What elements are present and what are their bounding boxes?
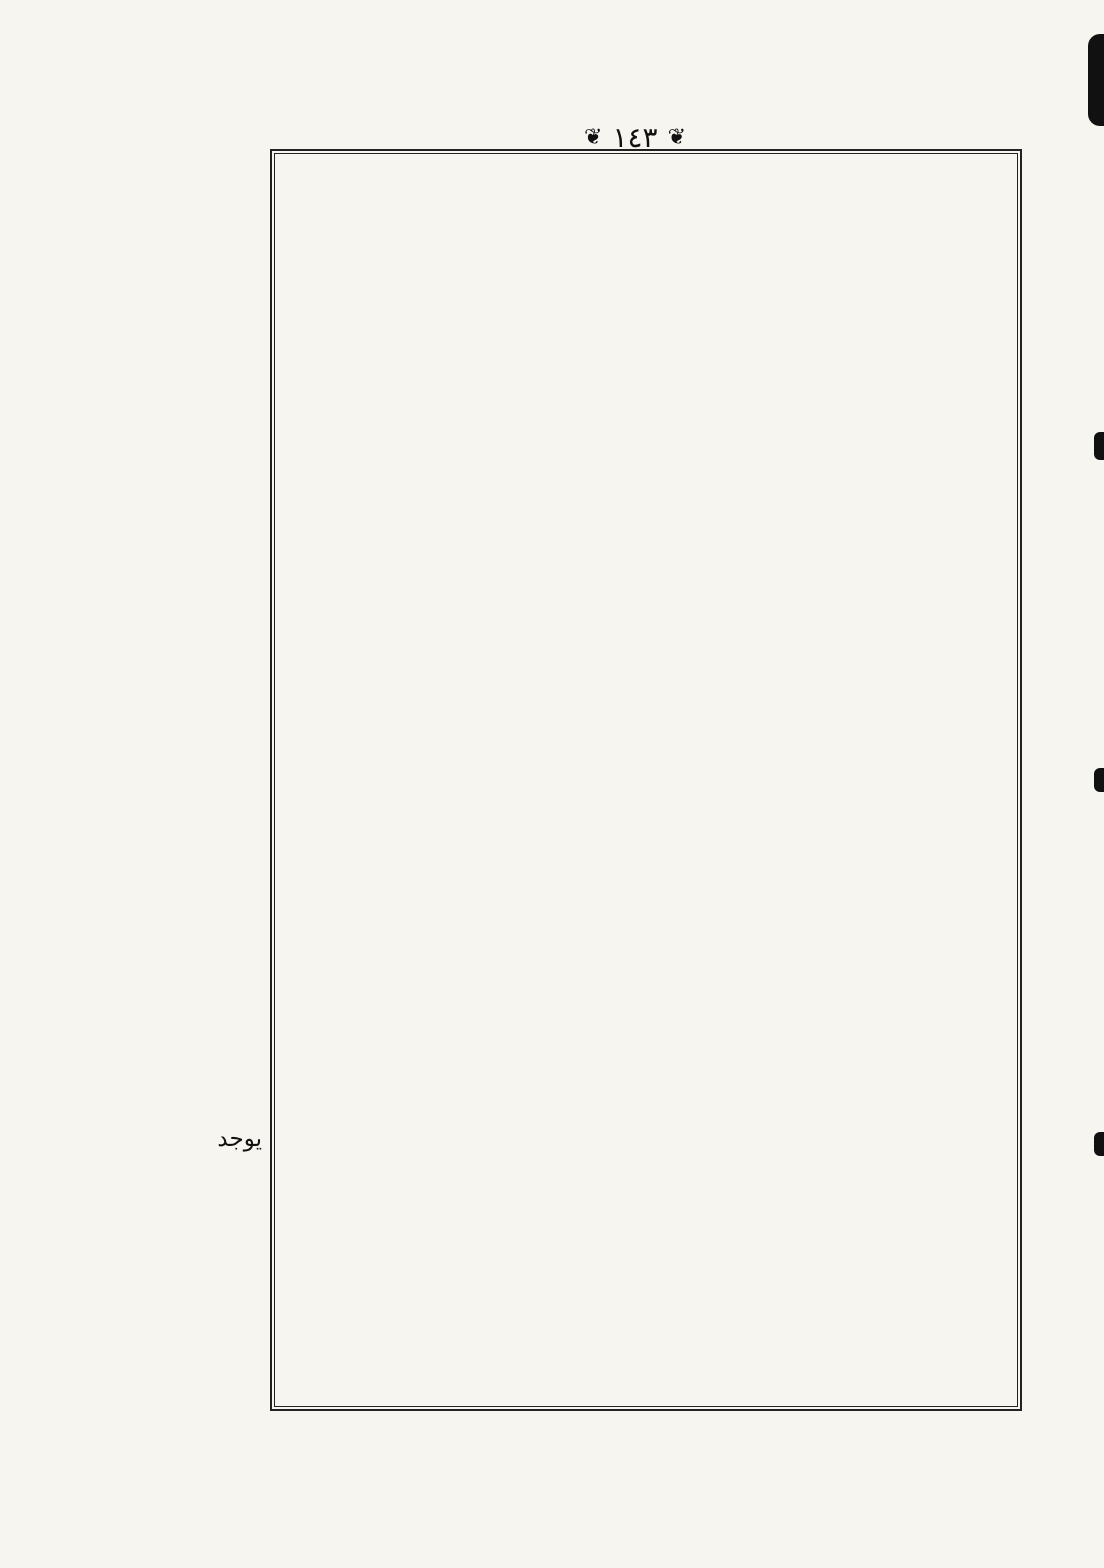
margin-note-line [102, 686, 262, 720]
main-text-line [286, 1005, 1006, 1039]
main-text-line [286, 1341, 1006, 1375]
margin-note-line [102, 619, 262, 653]
margin-note-line [102, 720, 262, 754]
ornament-icon: ❦ [667, 125, 686, 150]
margin-note-line [102, 518, 262, 552]
main-text-line [286, 1206, 1006, 1240]
main-text-line [286, 971, 1006, 1005]
main-text-line [286, 602, 1006, 636]
main-text-line [286, 266, 1006, 300]
main-text-line [286, 199, 1006, 233]
margin-note-line [102, 451, 262, 485]
main-text-line [286, 333, 1006, 367]
main-text-line [286, 870, 1006, 904]
main-text-line [286, 434, 1006, 468]
margin-note [102, 350, 262, 1152]
main-text-line [286, 568, 1006, 602]
margin-note-line [102, 955, 262, 989]
scan-edge-mark [1094, 1132, 1104, 1156]
main-text-line [286, 1374, 1006, 1393]
margin-note-line [102, 1055, 262, 1089]
main-text-line [286, 837, 1006, 871]
main-text-line [286, 1038, 1006, 1072]
main-text-line [286, 501, 1006, 535]
scan-edge-mark [1094, 768, 1104, 792]
margin-note-line: يوجد [217, 1125, 262, 1152]
main-text-line [286, 299, 1006, 333]
main-text-line [286, 1106, 1006, 1140]
ornament-icon: ❦ [584, 125, 603, 150]
margin-note-line [102, 921, 262, 955]
main-text-line [286, 1240, 1006, 1274]
margin-note-line [102, 854, 262, 888]
margin-note-line [102, 988, 262, 1022]
page-number: ١٤٣ [612, 121, 658, 154]
main-text-line [286, 669, 1006, 703]
margin-note-line [102, 585, 262, 619]
main-text-block [286, 165, 1006, 1393]
main-text-line [286, 232, 1006, 266]
margin-note-line [102, 417, 262, 451]
margin-note-line [102, 753, 262, 787]
main-text-line [286, 400, 1006, 434]
main-text-line [286, 367, 1006, 401]
margin-note-line [102, 820, 262, 854]
main-text-line [286, 736, 1006, 770]
main-text-line [286, 535, 1006, 569]
main-text-line [286, 770, 1006, 804]
main-text-line [286, 1173, 1006, 1207]
main-text-line [286, 635, 1006, 669]
scan-edge-mark [1094, 432, 1104, 460]
margin-note-line [102, 888, 262, 922]
main-text-line [286, 904, 1006, 938]
main-text-line [286, 803, 1006, 837]
margin-note-line [102, 787, 262, 821]
main-text-line [286, 165, 1006, 199]
main-text-line [286, 1072, 1006, 1106]
margin-note-line [102, 1022, 262, 1056]
margin-note-line [102, 1089, 262, 1123]
main-text-line [286, 703, 1006, 737]
main-text-line [286, 467, 1006, 501]
margin-note-line [102, 652, 262, 686]
margin-note-line [102, 384, 262, 418]
main-text-line [286, 938, 1006, 972]
scan-edge-mark [1088, 34, 1104, 126]
main-text-line [286, 1139, 1006, 1173]
margin-note-line [102, 484, 262, 518]
main-text-line [286, 1307, 1006, 1341]
main-text-line [286, 1274, 1006, 1308]
margin-note-line [102, 552, 262, 586]
margin-note-line [102, 350, 262, 384]
